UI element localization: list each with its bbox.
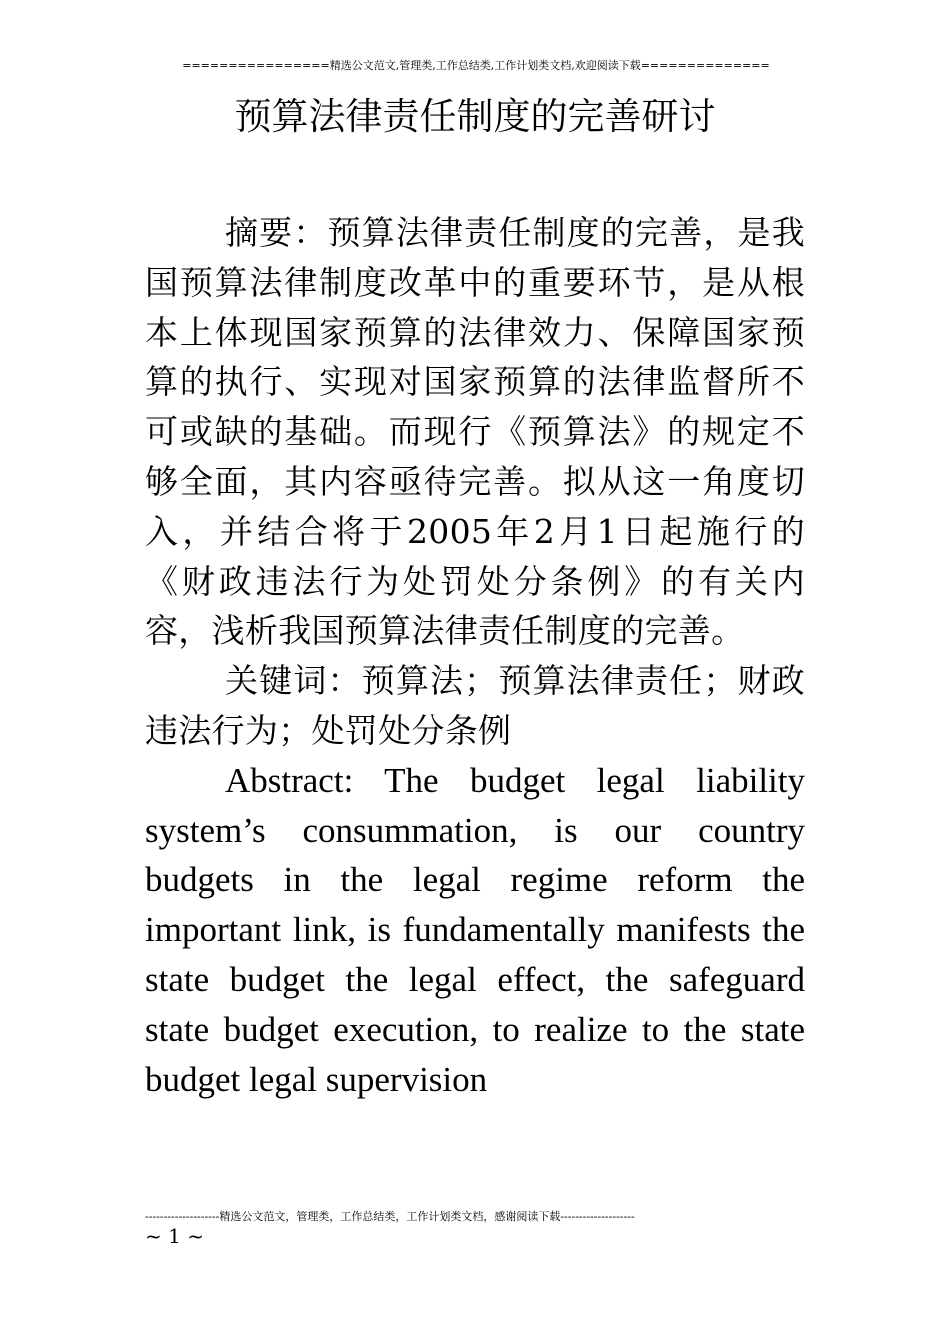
abstract-english: Abstract: The budget legal liability system’s consummation, is our country budgets in the legal regime reform the important link, is fundamentally manifests the state budget the legal effect, the safeguard state budget execution, to realize to the state budget legal supervision xyxy=(145,760,805,1099)
header-banner: ================精选公文范文,管理类,工作总结类,工作计划类文档,欢迎阅读下载============== xyxy=(182,59,770,72)
page-number: ~ 1 ~ xyxy=(145,1224,204,1248)
footer-banner: --------------------精选公文范文，管理类，工作总结类，工作计划类文档，感谢阅读下载-------------------- xyxy=(145,1210,635,1223)
page-title: 预算法律责任制度的完善研讨 xyxy=(234,95,716,138)
body-text xyxy=(145,208,805,1104)
abstract-chinese: 摘要：预算法律责任制度的完善，是我国预算法律制度改革中的重要环节，是从根本上体现国家预算的法律效力、保障国家预算的执行、实现对国家预算的法律监督所不可或缺的基础。而现行《预算法》的规定不够全面，其内容亟待完善。拟从这一角度切入，并结合将于2005年2月1日起施行的《财政违法行为处罚处分条例》的有关内容，浅析我国预算法律责任制度的完善。 xyxy=(145,213,805,651)
keywords-chinese: 关键词：预算法；预算法律责任；财政违法行为；处罚处分条例 xyxy=(145,661,805,750)
